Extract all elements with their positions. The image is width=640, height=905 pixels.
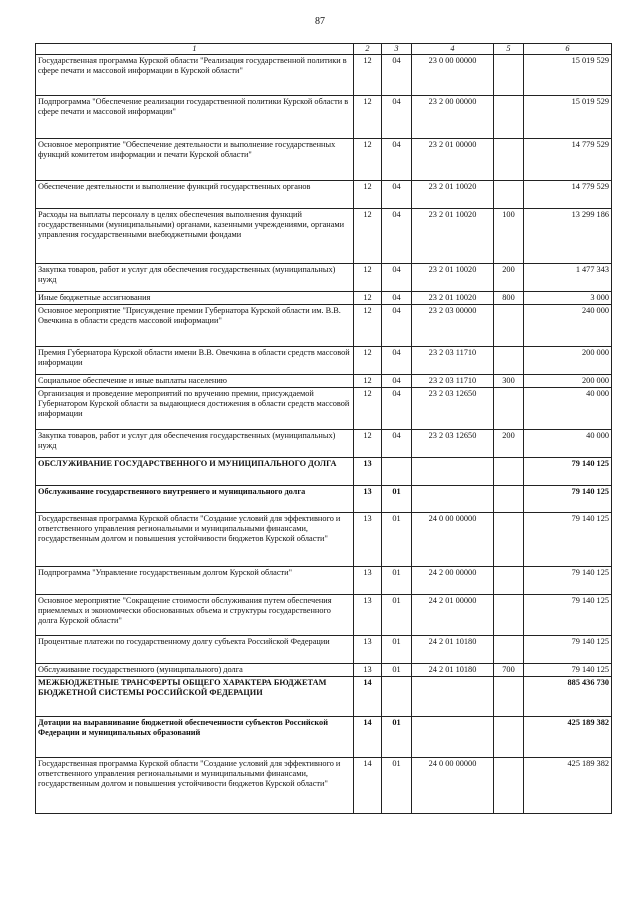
row-section: 12: [354, 305, 382, 347]
row-amount: 200 000: [524, 375, 612, 388]
page-number: 87: [315, 16, 325, 27]
row-section: 12: [354, 430, 382, 458]
row-amount: 13 299 186: [524, 209, 612, 264]
row-name: Основное мероприятие "Обеспечение деятельности и выполнение государственных функций комитетом информации и печати Курской области": [36, 139, 354, 181]
row-name: Обслуживание государственного (муниципального) долга: [36, 664, 354, 677]
row-expense-type: 700: [494, 664, 524, 677]
column-header: 2: [354, 44, 382, 55]
row-name: Дотации на выравнивание бюджетной обеспеченности субъектов Российской Федерации и муниципальных образований: [36, 717, 354, 758]
row-subsection: 04: [382, 55, 412, 96]
row-amount: 425 189 382: [524, 758, 612, 814]
row-name: Процентные платежи по государственному долгу субъекта Российской Федерации: [36, 636, 354, 664]
row-target-article: 24 2 01 10180: [412, 664, 494, 677]
row-subsection: 04: [382, 388, 412, 430]
row-section: 13: [354, 636, 382, 664]
row-subsection: 04: [382, 181, 412, 209]
table-row: [36, 513, 612, 567]
row-name: Подпрограмма "Обеспечение реализации государственной политики Курской области в сфере печати и массовой информации": [36, 96, 354, 139]
row-section: 13: [354, 664, 382, 677]
row-subsection: 04: [382, 139, 412, 181]
table-row: [36, 758, 612, 814]
row-amount: 79 140 125: [524, 458, 612, 486]
row-name: Государственная программа Курской области "Создание условий для эффективного и ответственного управления региональными и муниципальными финансами, государственным долгом и повышения устойчивости бюджетов Курской области": [36, 513, 354, 567]
row-expense-type: [494, 717, 524, 758]
row-section: 13: [354, 567, 382, 595]
row-target-article: 24 2 01 10180: [412, 636, 494, 664]
table-row: [36, 305, 612, 347]
row-target-article: 23 2 03 00000: [412, 305, 494, 347]
row-section: 12: [354, 55, 382, 96]
row-amount: 200 000: [524, 347, 612, 375]
row-name: Расходы на выплаты персоналу в целях обеспечения выполнения функций государственными (муниципальными) органами, казенными учреждениями, органами управления государственными внебюджетными фондами: [36, 209, 354, 264]
table-row: [36, 595, 612, 636]
row-expense-type: [494, 139, 524, 181]
row-target-article: 24 0 00 00000: [412, 758, 494, 814]
table-row: [36, 717, 612, 758]
row-expense-type: [494, 636, 524, 664]
row-subsection: 01: [382, 717, 412, 758]
row-expense-type: [494, 55, 524, 96]
row-section: 12: [354, 347, 382, 375]
row-name: Государственная программа Курской области "Реализация государственной политики в сфере печати и массовой информации в Курской области": [36, 55, 354, 96]
row-amount: 79 140 125: [524, 513, 612, 567]
row-section: 14: [354, 717, 382, 758]
table-row: [36, 347, 612, 375]
row-section: 14: [354, 677, 382, 717]
row-expense-type: [494, 595, 524, 636]
row-expense-type: [494, 758, 524, 814]
row-target-article: 23 2 03 12650: [412, 430, 494, 458]
row-target-article: 23 2 03 12650: [412, 388, 494, 430]
row-section: 12: [354, 388, 382, 430]
row-target-article: [412, 486, 494, 513]
table-row: [36, 96, 612, 139]
row-target-article: 23 2 01 10020: [412, 264, 494, 292]
row-target-article: 23 2 01 00000: [412, 139, 494, 181]
column-header: 3: [382, 44, 412, 55]
row-expense-type: [494, 513, 524, 567]
table-row: [36, 458, 612, 486]
row-subsection: 01: [382, 758, 412, 814]
table-row: [36, 567, 612, 595]
row-name: Государственная программа Курской области "Создание условий для эффективного и ответственного управления региональными и муниципальными финансами, государственным долгом и повышения устойчивости бюджетов Курской области": [36, 758, 354, 814]
table-row: [36, 55, 612, 96]
row-target-article: [412, 677, 494, 717]
row-amount: 3 000: [524, 292, 612, 305]
row-expense-type: [494, 181, 524, 209]
header-row: [36, 44, 612, 55]
table-row: [36, 375, 612, 388]
row-name: Основное мероприятие "Присуждение премии Губернатора Курской области им. В.В. Овечкина в области средств массовой информации": [36, 305, 354, 347]
row-expense-type: [494, 96, 524, 139]
row-expense-type: [494, 458, 524, 486]
column-header: 4: [412, 44, 494, 55]
row-amount: 14 779 529: [524, 139, 612, 181]
row-subsection: 04: [382, 264, 412, 292]
table-row: [36, 486, 612, 513]
row-name: Обеспечение деятельности и выполнение функций государственных органов: [36, 181, 354, 209]
row-amount: 79 140 125: [524, 636, 612, 664]
column-header: 5: [494, 44, 524, 55]
row-name: Социальное обеспечение и иные выплаты населению: [36, 375, 354, 388]
row-target-article: 23 2 01 10020: [412, 292, 494, 305]
row-expense-type: 800: [494, 292, 524, 305]
row-name: Закупка товаров, работ и услуг для обеспечения государственных (муниципальных) нужд: [36, 430, 354, 458]
row-amount: 240 000: [524, 305, 612, 347]
column-header: 1: [36, 44, 354, 55]
row-subsection: 04: [382, 375, 412, 388]
row-subsection: 04: [382, 96, 412, 139]
row-subsection: 04: [382, 292, 412, 305]
row-section: 12: [354, 292, 382, 305]
row-amount: 40 000: [524, 430, 612, 458]
row-amount: 425 189 382: [524, 717, 612, 758]
table-row: [36, 139, 612, 181]
row-name: Закупка товаров, работ и услуг для обеспечения государственных (муниципальных) нужд: [36, 264, 354, 292]
row-section: 12: [354, 209, 382, 264]
row-subsection: 01: [382, 664, 412, 677]
row-expense-type: [494, 305, 524, 347]
row-name: Обслуживание государственного внутреннего и муниципального долга: [36, 486, 354, 513]
row-name: Основное мероприятие "Сокращение стоимости обслуживания путем обеспечения приемлемых и экономически обоснованных объема и структуры государственного долга Курской области": [36, 595, 354, 636]
table-row: [36, 430, 612, 458]
row-section: 12: [354, 264, 382, 292]
row-subsection: 01: [382, 486, 412, 513]
row-section: 12: [354, 181, 382, 209]
row-amount: 79 140 125: [524, 567, 612, 595]
row-target-article: 23 2 00 00000: [412, 96, 494, 139]
row-expense-type: 200: [494, 430, 524, 458]
row-expense-type: [494, 347, 524, 375]
row-section: 13: [354, 458, 382, 486]
row-target-article: [412, 458, 494, 486]
row-section: 12: [354, 96, 382, 139]
row-subsection: [382, 677, 412, 717]
row-name: Иные бюджетные ассигнования: [36, 292, 354, 305]
row-expense-type: [494, 486, 524, 513]
table-row: [36, 292, 612, 305]
budget-table: [35, 43, 612, 814]
row-subsection: 01: [382, 595, 412, 636]
row-target-article: 23 0 00 00000: [412, 55, 494, 96]
row-section: 12: [354, 375, 382, 388]
row-expense-type: [494, 677, 524, 717]
row-target-article: 24 0 00 00000: [412, 513, 494, 567]
table-row: [36, 388, 612, 430]
row-amount: 1 477 343: [524, 264, 612, 292]
row-expense-type: [494, 388, 524, 430]
row-section: 13: [354, 486, 382, 513]
row-target-article: 24 2 00 00000: [412, 567, 494, 595]
table-row: [36, 636, 612, 664]
row-subsection: 04: [382, 209, 412, 264]
row-subsection: 01: [382, 567, 412, 595]
row-target-article: 23 2 03 11710: [412, 375, 494, 388]
row-subsection: 01: [382, 636, 412, 664]
column-header: 6: [524, 44, 612, 55]
row-amount: 885 436 730: [524, 677, 612, 717]
row-target-article: 23 2 01 10020: [412, 181, 494, 209]
row-name: МЕЖБЮДЖЕТНЫЕ ТРАНСФЕРТЫ ОБЩЕГО ХАРАКТЕРА БЮДЖЕТАМ БЮДЖЕТНОЙ СИСТЕМЫ РОССИЙСКОЙ ФЕДЕРАЦИИ: [36, 677, 354, 717]
table-row: [36, 181, 612, 209]
row-target-article: 23 2 03 11710: [412, 347, 494, 375]
row-subsection: 01: [382, 513, 412, 567]
row-subsection: 04: [382, 305, 412, 347]
row-expense-type: 200: [494, 264, 524, 292]
row-expense-type: 100: [494, 209, 524, 264]
row-target-article: [412, 717, 494, 758]
row-amount: 15 019 529: [524, 96, 612, 139]
row-name: Подпрограмма "Управление государственным долгом Курской области": [36, 567, 354, 595]
row-section: 13: [354, 595, 382, 636]
row-subsection: 04: [382, 347, 412, 375]
row-amount: 14 779 529: [524, 181, 612, 209]
row-amount: 79 140 125: [524, 595, 612, 636]
row-target-article: 23 2 01 10020: [412, 209, 494, 264]
row-subsection: [382, 458, 412, 486]
row-section: 12: [354, 139, 382, 181]
row-target-article: 24 2 01 00000: [412, 595, 494, 636]
row-name: Премия Губернатора Курской области имени В.В. Овечкина в области средств массовой информации: [36, 347, 354, 375]
row-expense-type: 300: [494, 375, 524, 388]
row-amount: 79 140 125: [524, 664, 612, 677]
row-amount: 40 000: [524, 388, 612, 430]
row-name: Организация и проведение мероприятий по вручению премии, присуждаемой Губернатором Курской области за выдающиеся достижения в области средств массовой информации: [36, 388, 354, 430]
table-row: [36, 264, 612, 292]
row-amount: 15 019 529: [524, 55, 612, 96]
row-section: 13: [354, 513, 382, 567]
row-expense-type: [494, 567, 524, 595]
row-subsection: 04: [382, 430, 412, 458]
row-section: 14: [354, 758, 382, 814]
table-row: [36, 677, 612, 717]
row-amount: 79 140 125: [524, 486, 612, 513]
table-row: [36, 664, 612, 677]
row-name: ОБСЛУЖИВАНИЕ ГОСУДАРСТВЕННОГО И МУНИЦИПАЛЬНОГО ДОЛГА: [36, 458, 354, 486]
table-row: [36, 209, 612, 264]
